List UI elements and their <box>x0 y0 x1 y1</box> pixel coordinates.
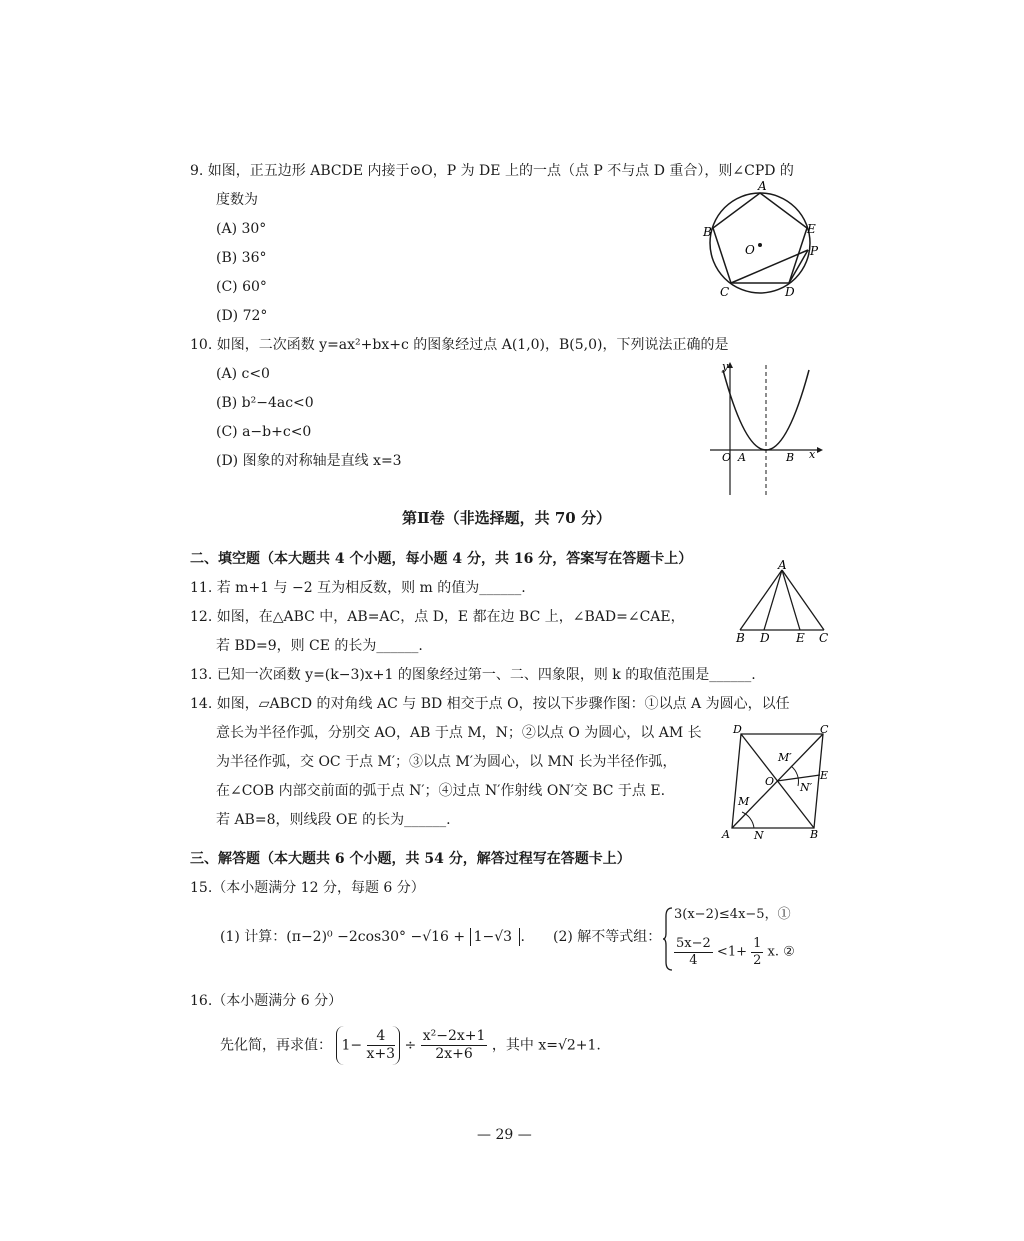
q10-label-y: y <box>722 360 729 373</box>
q15-ineq2-frac-num: 5x−2 <box>676 936 711 951</box>
q9-label-a: A <box>758 179 767 193</box>
q16-frac2 <box>421 1028 488 1063</box>
q10-option-b: (B) b²−4ac<0 <box>216 395 314 411</box>
q10-option-a: (A) c<0 <box>216 366 270 382</box>
q12-triangle-figure <box>735 558 835 645</box>
q16-frac1 <box>367 1028 396 1063</box>
q10-parabola-figure <box>705 360 825 500</box>
q16-frac1-den: x+3 <box>366 1045 396 1062</box>
q12-label-e: E <box>796 631 805 645</box>
q15-ineq2-half-den: 2 <box>753 952 762 968</box>
q14-label-o: O <box>765 775 775 788</box>
q15-ineq2-frac-den: 4 <box>689 952 698 968</box>
q9-label-b: B <box>703 225 712 239</box>
q14-label-c: C <box>820 723 829 736</box>
q16-div: ÷ <box>404 1037 417 1054</box>
part3-title: 三、解答题（本大题共 6 个小题，共 54 分，解答过程写在答题卡上） <box>190 851 631 867</box>
q10-line1: 10. 如图，二次函数 y=ax²+bx+c 的图象经过点 A(1,0)，B(5,0)，下列说法正确的是 <box>190 337 729 353</box>
q14-parallelogram-figure <box>720 723 835 842</box>
q12-label-c: C <box>819 631 829 645</box>
part2-title: 二、填空题（本大题共 4 个小题，每小题 4 分，共 16 分，答案写在答题卡上） <box>190 551 693 567</box>
q9-line2: 度数为 <box>216 192 258 208</box>
q16-frac2-num: x²−2x+1 <box>422 1028 486 1044</box>
q10-label-a: A <box>738 451 746 464</box>
q10-option-c: (C) a−b+c<0 <box>216 424 312 440</box>
q14-label-a: A <box>722 828 730 841</box>
q16-frac1-num: 4 <box>367 1028 396 1046</box>
q9-option-c: (C) 60° <box>216 279 267 295</box>
q14-label-d: D <box>733 723 742 736</box>
q16-frac2-den: 2x+6 <box>435 1045 473 1062</box>
q15-system-brace <box>662 906 674 972</box>
q15-part1-expression: (1) 计算：(π−2)⁰ −2cos30° −√16 + <box>220 929 466 945</box>
q15-ineq2-mid: <1+ <box>716 944 747 960</box>
q10-label-x: x <box>809 448 816 461</box>
q14-label-b: B <box>810 828 819 841</box>
q11: 11. 若 m+1 与 −2 互为相反数，则 m 的值为______. <box>190 580 526 596</box>
q15-ineq2-frac <box>674 936 713 968</box>
q9-pentagon-figure <box>700 179 830 308</box>
q12-line2: 若 BD=9，则 CE 的长为______. <box>216 638 423 654</box>
q15-ineq1: 3(x−2)≤4x−5，① <box>674 907 791 922</box>
q15-heading: 15.（本小题满分 12 分，每题 6 分） <box>190 880 425 896</box>
q15-part1-abs-content: 1−√3 <box>473 929 513 945</box>
q16-one-minus: 1− <box>341 1037 363 1054</box>
q16-expression <box>220 1026 601 1065</box>
q9-label-o: O <box>745 243 755 257</box>
q15-ineq2-half <box>751 936 763 968</box>
q10-label-b: B <box>786 451 795 464</box>
q14-line5: 若 AB=8，则线段 OE 的长为______. <box>216 812 451 828</box>
page-number: — 29 — <box>477 1127 532 1143</box>
q15-ineq2-half-num: 1 <box>753 936 762 951</box>
q16-tail: ，其中 x=√2+1. <box>491 1037 601 1054</box>
q14-label-e: E <box>820 769 829 782</box>
q9-option-d: (D) 72° <box>216 308 268 324</box>
q15-ineq2 <box>674 936 795 968</box>
q15-part2-label: (2) 解不等式组： <box>553 929 662 945</box>
q15-part1: (1) 计算：(π−2)⁰ −2cos30° −√16 + 1−√3 . <box>220 929 525 945</box>
q12-label-a: A <box>778 558 787 572</box>
q16-prefix: 先化简，再求值： <box>220 1037 332 1054</box>
q12-line1: 12. 如图，在△ABC 中，AB=AC，点 D，E 都在边 BC 上，∠BAD=∠CAE， <box>190 609 685 625</box>
q14-line1: 14. 如图，▱ABCD 的对角线 AC 与 BD 相交于点 O，按以下步骤作图：①以点 A 为圆心，以任 <box>190 696 790 712</box>
q10-option-d: (D) 图象的对称轴是直线 x=3 <box>216 453 402 469</box>
q12-label-d: D <box>760 631 770 645</box>
q10-label-o: O <box>722 451 732 464</box>
q9-label-p: P <box>810 244 819 258</box>
q14-label-m-prime: M′ <box>778 751 792 764</box>
q14-line2: 意长为半径作弧，分别交 AO，AB 于点 M，N；②以点 O 为圆心，以 AM 长 <box>216 725 702 741</box>
q14-label-n-prime: N′ <box>800 781 813 794</box>
q16-heading: 16.（本小题满分 6 分） <box>190 993 343 1009</box>
q16-left-paren <box>336 1026 400 1065</box>
q14-label-n: N <box>754 829 764 842</box>
q9-option-b: (B) 36° <box>216 250 267 266</box>
q12-label-b: B <box>736 631 745 645</box>
q9-line1: 9. 如图，正五边形 ABCDE 内接于⊙O，P 为 DE 上的一点（点 P 不与点 D 重合），则∠CPD 的 <box>190 163 794 179</box>
q9-label-d: D <box>785 285 795 299</box>
q15-ineq2-tail: x. ② <box>767 944 795 960</box>
q13: 13. 已知一次函数 y=(k−3)x+1 的图象经过第一、二、四象限，则 k 的取值范围是______. <box>190 667 756 683</box>
q15-part1-abs <box>470 928 521 946</box>
q9-label-c: C <box>720 285 730 299</box>
q9-option-a: (A) 30° <box>216 221 267 237</box>
q9-label-e: E <box>807 222 816 236</box>
q14-line4: 在∠COB 内部交前面的弧于点 N′；④过点 N′作射线 ON′交 BC 于点 E. <box>216 783 666 799</box>
q14-line3: 为半径作弧，交 OC 于点 M′；③以点 M′为圆心，以 MN 长为半径作弧， <box>216 754 677 770</box>
section2-heading: 第Ⅱ卷（非选择题，共 70 分） <box>402 509 611 527</box>
q14-label-m: M <box>738 795 750 808</box>
